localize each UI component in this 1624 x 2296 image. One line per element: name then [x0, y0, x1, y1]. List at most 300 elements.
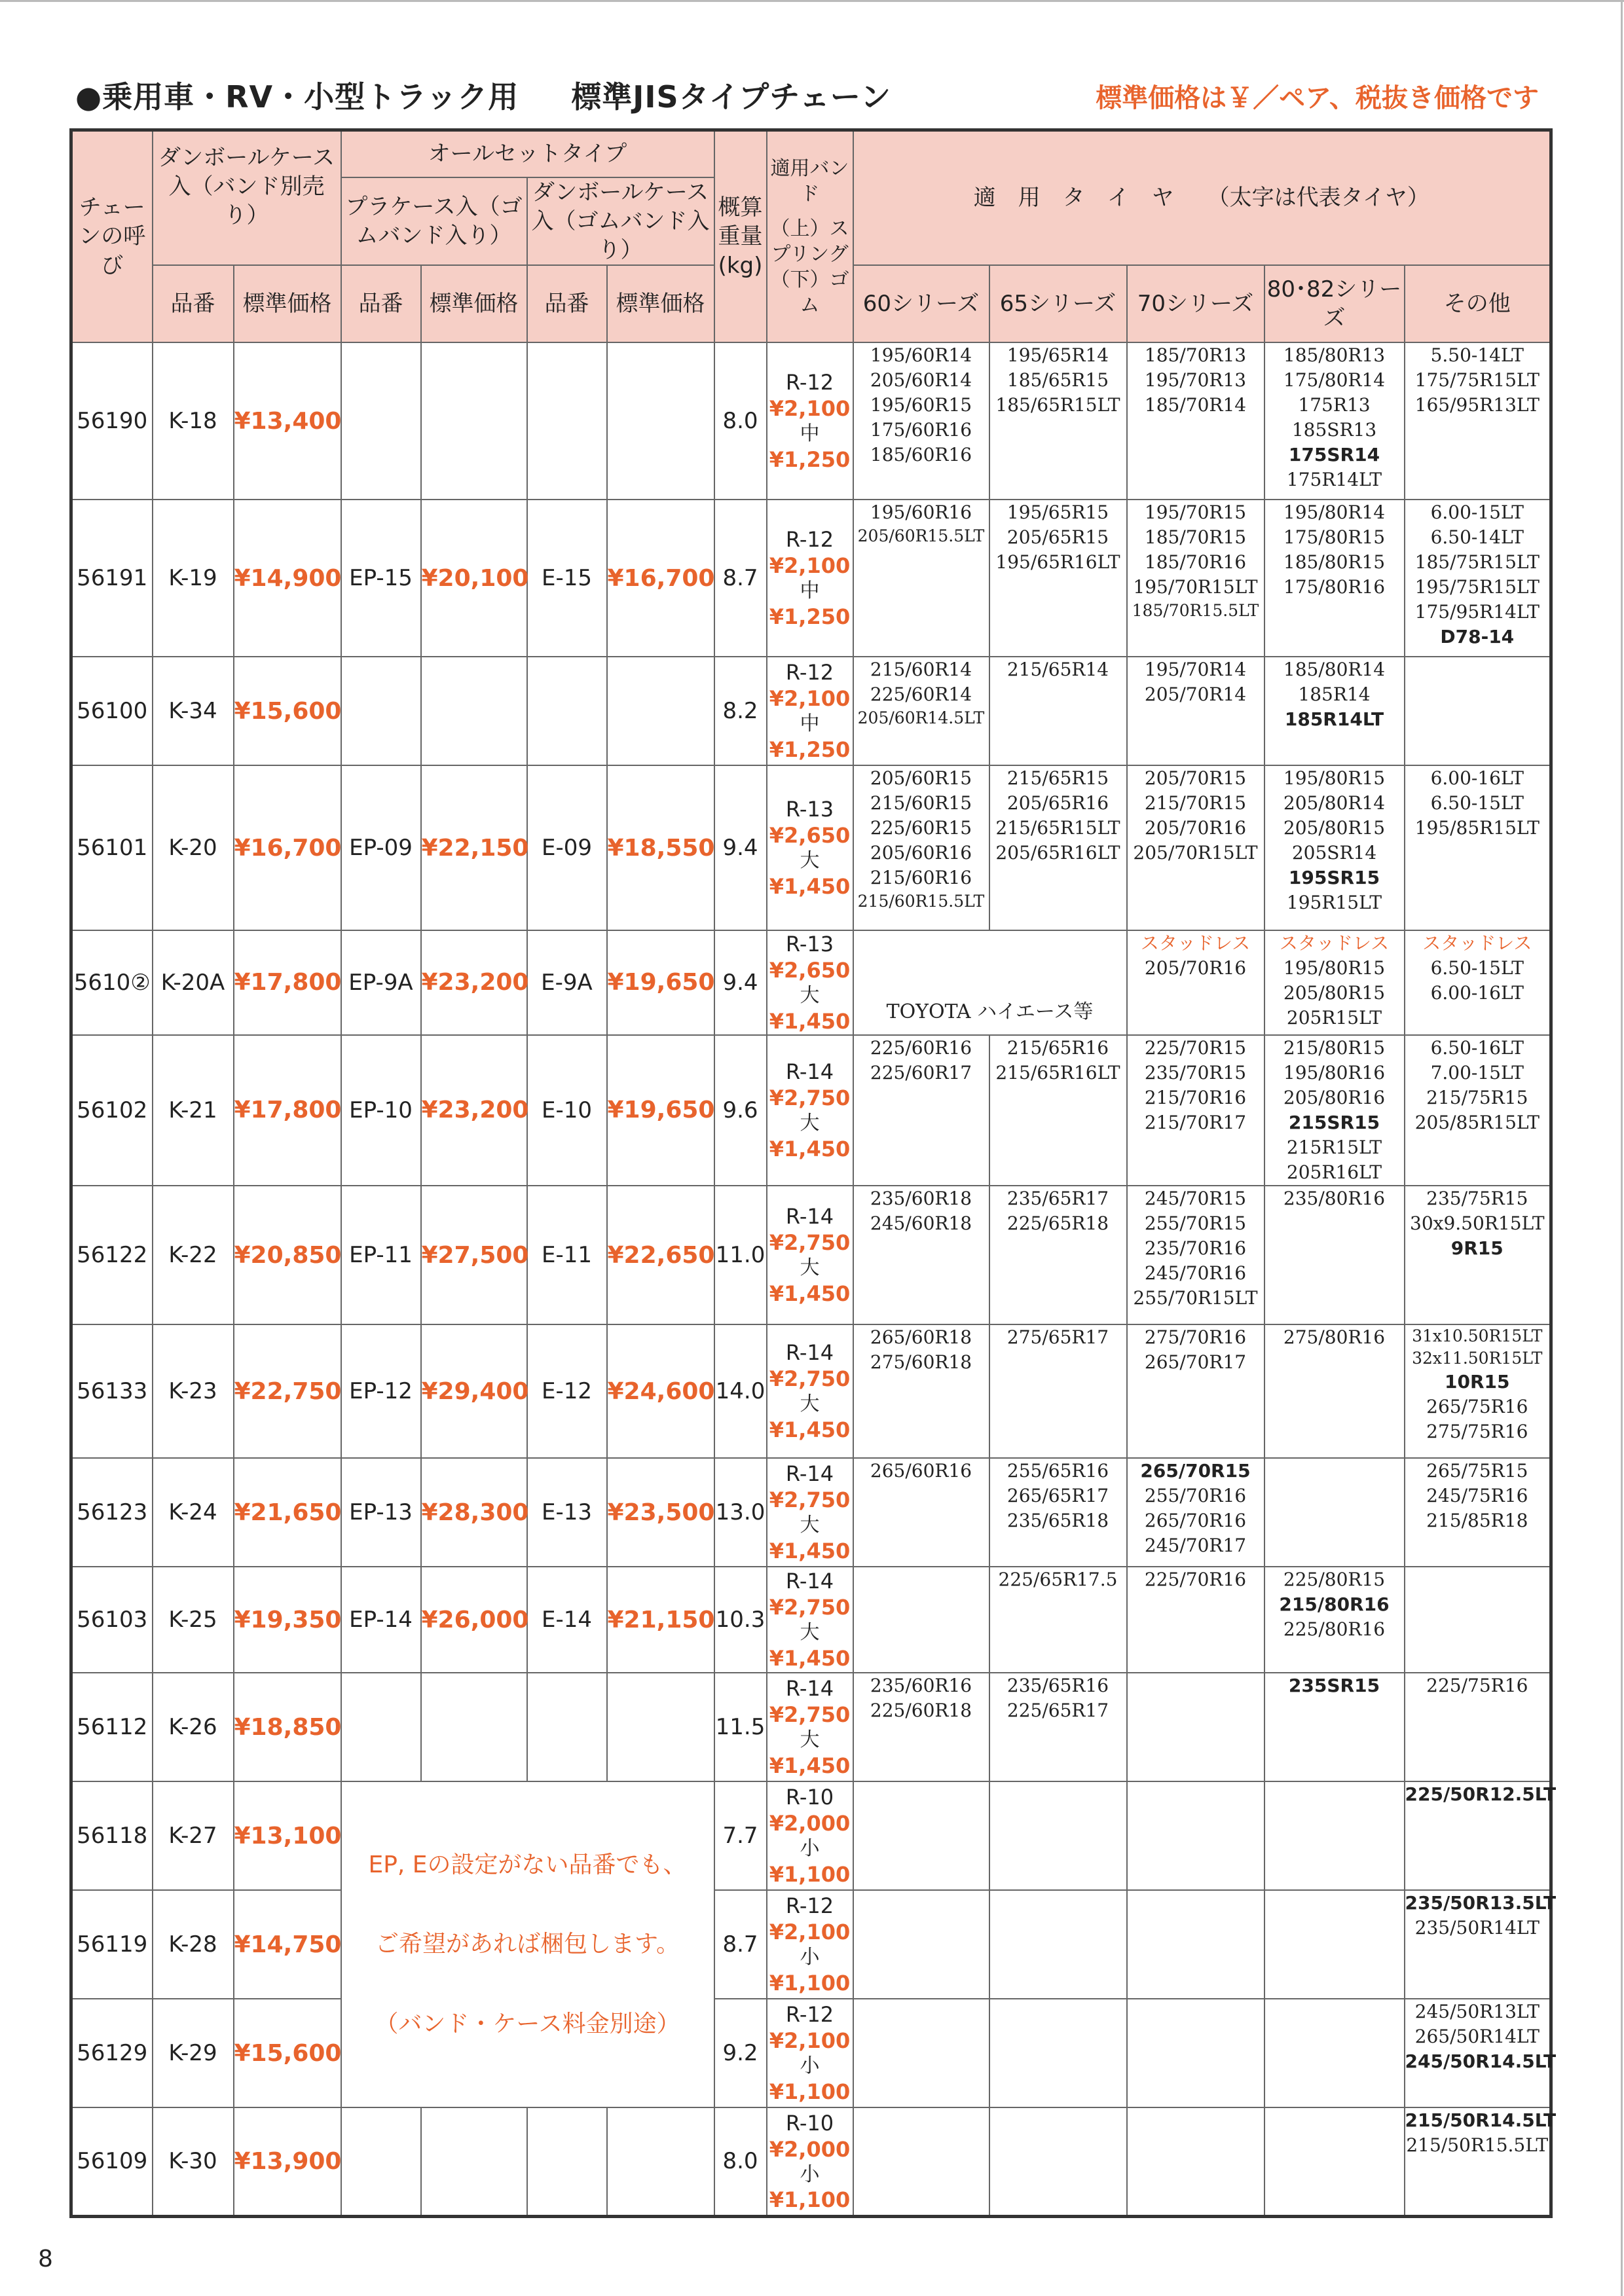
tire-size: 215/60R15.5LT — [857, 892, 985, 911]
tire-s70-cell — [1127, 1567, 1264, 1673]
part-no-k: K-28 — [153, 1890, 234, 1999]
tire-size: 215/50R14.5LT — [1405, 2109, 1557, 2132]
header-other: その他 — [1405, 265, 1551, 342]
price-e — [607, 1673, 714, 1781]
price-ep: ¥23,200 — [421, 930, 527, 1035]
tire-s80-cell — [1264, 1458, 1405, 1567]
price-k: ¥22,750 — [234, 1324, 341, 1458]
tire-size: 195/60R15 — [870, 394, 972, 416]
table-row — [71, 1999, 1551, 2107]
tire-size: 235/50R14LT — [1414, 1917, 1540, 1939]
tire-size: 215/60R16 — [870, 867, 972, 889]
tire-size: 265/75R16 — [1426, 1396, 1528, 1418]
band-cell — [767, 2107, 853, 2216]
tire-s65-cell — [989, 1324, 1127, 1458]
table-row — [71, 1781, 1551, 1890]
tire-size: 205/65R16LT — [995, 842, 1120, 864]
heading-category: ●乗用車・RV・小型トラック用 — [75, 79, 519, 115]
tire-other-cell — [1405, 657, 1551, 765]
price-k: ¥18,850 — [234, 1673, 341, 1781]
tire-size: 195SR15 — [1288, 867, 1380, 889]
tire-size: 185/65R15 — [1006, 369, 1109, 392]
tire-s60-cell — [853, 342, 989, 500]
tire-s65-cell — [989, 500, 1127, 657]
tire-other-cell — [1405, 1035, 1551, 1186]
chain-code: 56103 — [71, 1567, 153, 1673]
tire-size: 235/50R13.5LT — [1405, 1892, 1557, 1914]
header-part-no-e: 品番 — [527, 265, 607, 342]
band-spring-price: ¥2,100 — [769, 553, 851, 579]
tire-size: 185R14LT — [1284, 708, 1384, 731]
band-rubber: 大 — [800, 1393, 820, 1416]
tire-size: 165/95R13LT — [1414, 394, 1540, 416]
band-rubber: 小 — [800, 2162, 820, 2186]
band-rubber-price: ¥1,100 — [769, 2187, 851, 2213]
band-spring: R-14 — [785, 1676, 834, 1702]
weight: 13.0 — [714, 1458, 767, 1567]
band-cell — [767, 1324, 853, 1458]
tire-size: 225/60R15 — [870, 817, 972, 839]
part-no-ep: EP-11 — [341, 1186, 421, 1324]
part-no-k: K-19 — [153, 500, 234, 657]
tire-s65-cell — [989, 657, 1127, 765]
chain-code: 56118 — [71, 1781, 153, 1890]
band-spring: R-10 — [785, 2110, 834, 2136]
part-no-ep: EP-9A — [341, 930, 421, 1035]
table-row — [71, 500, 1551, 657]
tire-size: 265/65R17 — [1006, 1485, 1109, 1507]
price-k: ¥14,750 — [234, 1890, 341, 1999]
tire-s65-cell — [989, 1673, 1127, 1781]
header-series-60: 60シリーズ — [853, 265, 989, 342]
table-row — [71, 1890, 1551, 1999]
price-note: 標準価格は￥／ペア、税抜き価格です — [1096, 83, 1539, 113]
tire-size: 195/75R15LT — [1414, 576, 1540, 598]
tire-s60-cell — [853, 1324, 989, 1458]
tire-size: 235/70R15 — [1144, 1061, 1247, 1084]
band-cell — [767, 930, 853, 1035]
band-rubber: 大 — [800, 1728, 820, 1752]
band-rubber: 中 — [800, 712, 820, 736]
tire-size: 195/80R14 — [1283, 501, 1386, 524]
part-no-k: K-18 — [153, 342, 234, 500]
header-series-80: 80･82シリーズ — [1264, 265, 1405, 342]
header-cardboard-rubber: ダンボールケース入（ゴムバンド入り） — [527, 177, 714, 266]
band-spring-price: ¥2,750 — [769, 1702, 851, 1728]
band-cell — [767, 1673, 853, 1781]
chain-code: 56102 — [71, 1035, 153, 1186]
table-row — [71, 1324, 1551, 1458]
band-cell — [767, 1567, 853, 1673]
part-no-k: K-30 — [153, 2107, 234, 2216]
tire-size: 205/70R15LT — [1133, 842, 1258, 864]
tire-size: 195/70R15LT — [1133, 576, 1258, 598]
tire-s70-cell — [1127, 1035, 1264, 1186]
tire-s65-cell — [989, 1458, 1127, 1567]
header-weight: 概算重量(kg) — [714, 130, 767, 343]
tire-size: 265/50R14LT — [1414, 2026, 1540, 2048]
tire-size: 205/80R16 — [1283, 1086, 1386, 1108]
tire-size: 265/60R16 — [870, 1460, 972, 1482]
tire-size: 215/80R15 — [1283, 1036, 1386, 1059]
tire-size: 225/70R15 — [1144, 1036, 1247, 1059]
tire-size: 185/70R15 — [1144, 526, 1247, 549]
tire-size: 255/70R15LT — [1133, 1287, 1258, 1309]
table-row — [71, 1186, 1551, 1324]
tire-s70-cell — [1127, 765, 1264, 930]
tire-size: 275/75R16 — [1426, 1421, 1528, 1443]
tire-size: 31x10.50R15LT — [1412, 1326, 1543, 1346]
chain-code: 56119 — [71, 1890, 153, 1999]
price-e — [607, 2107, 714, 2216]
tire-size: 175SR14 — [1288, 444, 1380, 466]
part-no-e — [527, 342, 607, 500]
tire-s70-cell — [1127, 1458, 1264, 1567]
tire-size: 195/60R16 — [870, 501, 972, 524]
part-no-e: E-15 — [527, 500, 607, 657]
page-number: 8 — [38, 2246, 53, 2272]
tire-other-cell — [1405, 2107, 1557, 2216]
price-ep: ¥29,400 — [421, 1324, 527, 1458]
tire-size: 215/65R15 — [1006, 767, 1109, 790]
table-row — [71, 342, 1551, 500]
weight: 8.7 — [714, 500, 767, 657]
tire-size: 185/70R16 — [1144, 551, 1247, 574]
tire-size: 265/70R16 — [1144, 1510, 1247, 1532]
tire-size: 175/95R14LT — [1414, 601, 1540, 623]
header-band-lower: （下）ゴム — [770, 268, 849, 317]
price-k: ¥16,700 — [234, 765, 341, 930]
band-rubber-price: ¥1,100 — [769, 1861, 851, 1887]
band-spring-price: ¥2,750 — [769, 1085, 851, 1111]
tire-size: 215/65R16LT — [995, 1061, 1120, 1084]
tire-s70-cell — [1127, 657, 1264, 765]
tire-size: 235/75R15 — [1426, 1188, 1528, 1210]
tire-note-cell — [853, 930, 1127, 1035]
price-ep: ¥23,200 — [421, 1035, 527, 1186]
tire-s70-cell — [1127, 2107, 1264, 2216]
tire-size: 185SR13 — [1291, 419, 1377, 441]
tire-s70-cell — [1127, 1781, 1264, 1890]
tire-size: 235/65R16 — [1006, 1675, 1109, 1697]
band-spring: R-14 — [785, 1059, 834, 1085]
tire-size: 185/80R14 — [1283, 659, 1386, 681]
tire-other-cell — [1405, 1567, 1551, 1673]
tire-size: 245/70R15 — [1144, 1188, 1247, 1210]
band-rubber: 大 — [800, 1256, 820, 1280]
tire-size: 195R15LT — [1286, 892, 1382, 914]
tire-size: 205/65R16 — [1006, 792, 1109, 814]
tire-size: 185/80R15 — [1283, 551, 1386, 574]
tire-size: 245/70R16 — [1144, 1262, 1247, 1285]
part-no-e: E-13 — [527, 1458, 607, 1567]
tire-other-cell — [1405, 1890, 1557, 1999]
tire-size: 185/70R15.5LT — [1132, 601, 1259, 621]
chain-code: 56112 — [71, 1673, 153, 1781]
band-rubber-price: ¥1,250 — [769, 604, 851, 629]
notice-line: ご希望があれば梱包します。 — [375, 1931, 680, 1958]
tire-size: 245/60R18 — [870, 1212, 972, 1235]
tire-size: 205/70R15 — [1144, 767, 1247, 790]
tire-size: 205R16LT — [1286, 1161, 1382, 1183]
band-cell — [767, 1035, 853, 1186]
tire-size: 215/75R15 — [1426, 1086, 1528, 1108]
tire-size: 255/65R16 — [1006, 1460, 1109, 1482]
tire-s80-cell — [1264, 1324, 1405, 1458]
tire-s60-cell — [853, 1567, 989, 1673]
price-ep: ¥20,100 — [421, 500, 527, 657]
tire-s60-cell — [853, 657, 989, 765]
chain-spec-table — [69, 128, 1557, 2218]
tire-size: 6.50-15LT — [1430, 792, 1524, 814]
tire-s70-cell — [1127, 1324, 1264, 1458]
band-spring: R-12 — [785, 370, 834, 395]
tire-size: 215/85R18 — [1426, 1510, 1528, 1532]
band-rubber: 中 — [800, 422, 820, 446]
part-no-e: E-09 — [527, 765, 607, 930]
weight: 8.0 — [714, 342, 767, 500]
band-rubber-price: ¥1,250 — [769, 737, 851, 762]
band-cell — [767, 1999, 853, 2107]
tire-size: 245/50R13LT — [1414, 2001, 1540, 2023]
price-e: ¥23,500 — [607, 1458, 714, 1567]
tire-size: 215/70R17 — [1144, 1111, 1247, 1133]
header-price-k: 標準価格 — [234, 265, 341, 342]
chain-code: 56190 — [71, 342, 153, 500]
part-no-e — [527, 2107, 607, 2216]
heading-product: 標準JISタイプチェーン — [571, 79, 892, 115]
price-ep — [421, 1673, 527, 1781]
tire-s80-cell — [1264, 930, 1405, 1035]
band-rubber: 中 — [800, 579, 820, 603]
price-k: ¥17,800 — [234, 930, 341, 1035]
tire-size: 205/80R14 — [1283, 792, 1386, 814]
table-row — [71, 765, 1551, 930]
vehicle-note: TOYOTA ハイエース等 — [886, 1000, 1094, 1023]
tire-size: 235/60R16 — [870, 1675, 972, 1697]
tire-size: 195/80R16 — [1283, 1061, 1386, 1084]
tire-size: 205/60R15 — [870, 767, 972, 790]
tire-size: 225/50R12.5LT — [1405, 1783, 1557, 1806]
tire-size: 265/75R15 — [1426, 1460, 1528, 1482]
tire-size: 205/60R14.5LT — [857, 708, 985, 728]
tire-size: 225/60R14 — [870, 683, 972, 706]
band-spring-price: ¥2,000 — [769, 2136, 851, 2162]
band-rubber: 小 — [800, 1946, 820, 1969]
tire-other-cell — [1405, 1673, 1551, 1781]
part-no-e: E-14 — [527, 1567, 607, 1673]
chain-code: 56133 — [71, 1324, 153, 1458]
tire-size: 235SR15 — [1288, 1675, 1380, 1697]
header-price-e: 標準価格 — [607, 265, 714, 342]
tire-size: 275/80R16 — [1283, 1326, 1386, 1349]
tire-s70-cell — [1127, 1999, 1264, 2107]
tire-size: 215/60R15 — [870, 792, 972, 814]
tire-size: 215/60R14 — [870, 659, 972, 681]
header-plastic-case: プラケース入（ゴムバンド入り） — [341, 177, 527, 266]
price-k: ¥13,100 — [234, 1781, 341, 1890]
tire-size: 245/75R16 — [1426, 1485, 1528, 1507]
tire-size: 205/85R15LT — [1414, 1111, 1540, 1133]
weight: 8.0 — [714, 2107, 767, 2216]
part-no-k: K-25 — [153, 1567, 234, 1673]
band-spring: R-10 — [785, 1785, 834, 1810]
band-rubber: 大 — [800, 984, 820, 1008]
tire-size: 185/75R15LT — [1414, 551, 1540, 574]
part-no-ep — [341, 2107, 421, 2216]
band-rubber-price: ¥1,450 — [769, 1136, 851, 1161]
part-no-ep: EP-15 — [341, 500, 421, 657]
tire-size: 245/50R14.5LT — [1405, 2050, 1557, 2073]
part-no-ep: EP-09 — [341, 765, 421, 930]
table-row — [71, 1567, 1551, 1673]
table-row — [71, 930, 1551, 1035]
price-e — [607, 657, 714, 765]
weight: 9.6 — [714, 1035, 767, 1186]
tire-size: 6.00-16LT — [1430, 982, 1524, 1004]
tire-size: 6.50-15LT — [1430, 957, 1524, 979]
tire-size: 175R14LT — [1286, 469, 1382, 491]
tire-size: 225/60R17 — [870, 1061, 972, 1084]
band-rubber: 大 — [800, 1112, 820, 1135]
tire-size: 235/60R18 — [870, 1188, 972, 1210]
tire-s60-cell — [853, 1035, 989, 1186]
price-k: ¥20,850 — [234, 1186, 341, 1324]
part-no-k: K-34 — [153, 657, 234, 765]
band-cell — [767, 657, 853, 765]
tire-s80-cell — [1264, 1035, 1405, 1186]
part-no-k: K-21 — [153, 1035, 234, 1186]
tire-size: 235/70R16 — [1144, 1237, 1247, 1260]
notice-line: EP, Eの設定がない品番でも、 — [368, 1851, 687, 1879]
header-chain-name: チェーンの呼び — [71, 130, 153, 343]
band-spring: R-14 — [785, 1461, 834, 1487]
weight: 9.2 — [714, 1999, 767, 2107]
band-spring-price: ¥2,000 — [769, 1811, 851, 1836]
header-price-ep: 標準価格 — [421, 265, 527, 342]
tire-size: 255/70R15 — [1144, 1212, 1247, 1235]
part-no-k: K-22 — [153, 1186, 234, 1324]
packaging-notice — [341, 1781, 714, 2107]
band-spring-price: ¥2,100 — [769, 2028, 851, 2054]
price-k: ¥13,900 — [234, 2107, 341, 2216]
tire-s70-cell — [1127, 1673, 1264, 1781]
tire-s60-cell — [853, 1781, 989, 1890]
tire-s65-cell — [989, 342, 1127, 500]
chain-code: 56100 — [71, 657, 153, 765]
tire-other-cell — [1405, 1324, 1551, 1458]
band-rubber: 大 — [800, 849, 820, 873]
tire-size: 205/70R16 — [1144, 957, 1247, 979]
table-row — [71, 2107, 1551, 2216]
weight: 11.0 — [714, 1186, 767, 1324]
table-row — [71, 657, 1551, 765]
tire-size: 255/70R16 — [1144, 1485, 1247, 1507]
band-spring: R-12 — [785, 2002, 834, 2028]
tire-size: 185/70R13 — [1144, 344, 1247, 367]
band-spring-price: ¥2,100 — [769, 1920, 851, 1945]
tire-size: 185/70R14 — [1144, 394, 1247, 416]
band-rubber-price: ¥1,100 — [769, 1970, 851, 1995]
tire-s60-cell — [853, 1890, 989, 1999]
tire-s80-cell — [1264, 2107, 1405, 2216]
tire-size: 215/50R15.5LT — [1406, 2134, 1549, 2157]
tire-size: 225/65R18 — [1006, 1212, 1109, 1235]
price-ep — [421, 657, 527, 765]
tire-s80-cell — [1264, 1890, 1405, 1999]
price-e: ¥21,150 — [607, 1567, 714, 1673]
band-rubber-price: ¥1,450 — [769, 1645, 851, 1671]
part-no-e — [527, 657, 607, 765]
price-e — [607, 342, 714, 500]
tire-size: 205/70R14 — [1144, 683, 1247, 706]
tire-s65-cell — [989, 1999, 1127, 2107]
band-rubber: 小 — [800, 2054, 820, 2078]
tire-other-cell — [1405, 1458, 1551, 1567]
tire-size: 205/60R14 — [870, 369, 972, 392]
tire-other-cell — [1405, 342, 1551, 500]
tire-other-cell — [1405, 1781, 1557, 1890]
price-e: ¥19,650 — [607, 1035, 714, 1186]
tire-size: 215R15LT — [1286, 1136, 1382, 1158]
part-no-e: E-12 — [527, 1324, 607, 1458]
price-ep: ¥27,500 — [421, 1186, 527, 1324]
price-e: ¥19,650 — [607, 930, 714, 1035]
tire-size: 225/75R16 — [1426, 1675, 1528, 1697]
tire-s80-cell — [1264, 657, 1405, 765]
table-row — [71, 1035, 1551, 1186]
price-k: ¥15,600 — [234, 1999, 341, 2107]
tire-size: 215/80R16 — [1279, 1594, 1390, 1616]
tire-size: 195/65R16LT — [995, 551, 1120, 574]
page-heading — [75, 73, 891, 117]
tire-s70-cell — [1127, 1186, 1264, 1324]
part-no-ep — [341, 342, 421, 500]
tire-size: スタッドレス — [1422, 932, 1532, 955]
tire-s80-cell — [1264, 500, 1405, 657]
tire-size: 275/70R16 — [1144, 1326, 1247, 1349]
tire-size: 225/80R16 — [1283, 1618, 1386, 1641]
header-allset: オールセットタイプ — [341, 130, 714, 177]
part-no-ep: EP-13 — [341, 1458, 421, 1567]
header-part-no-ep: 品番 — [341, 265, 421, 342]
part-no-k: K-29 — [153, 1999, 234, 2107]
tire-size: 10R15 — [1445, 1371, 1510, 1393]
part-no-k: K-24 — [153, 1458, 234, 1567]
tire-size: 175R13 — [1298, 394, 1371, 416]
tire-size: 195/70R14 — [1144, 659, 1247, 681]
tire-size: 195/80R15 — [1283, 957, 1386, 979]
tire-s60-cell — [853, 1673, 989, 1781]
tire-s80-cell — [1264, 1999, 1405, 2107]
tire-s65-cell — [989, 1567, 1127, 1673]
tire-s80-cell — [1264, 342, 1405, 500]
band-rubber-price: ¥1,450 — [769, 873, 851, 899]
price-k: ¥13,400 — [234, 342, 341, 500]
band-spring: R-14 — [785, 1569, 834, 1594]
chain-code: 56109 — [71, 2107, 153, 2216]
part-no-ep: EP-10 — [341, 1035, 421, 1186]
price-e: ¥22,650 — [607, 1186, 714, 1324]
tire-s60-cell — [853, 765, 989, 930]
tire-s80-cell — [1264, 765, 1405, 930]
price-k: ¥14,900 — [234, 500, 341, 657]
chain-code: 5610② — [71, 930, 153, 1035]
band-rubber: 小 — [800, 1837, 820, 1861]
tire-size: 185/65R15LT — [995, 394, 1120, 416]
weight: 11.5 — [714, 1673, 767, 1781]
tire-size: 265/60R18 — [870, 1326, 972, 1349]
